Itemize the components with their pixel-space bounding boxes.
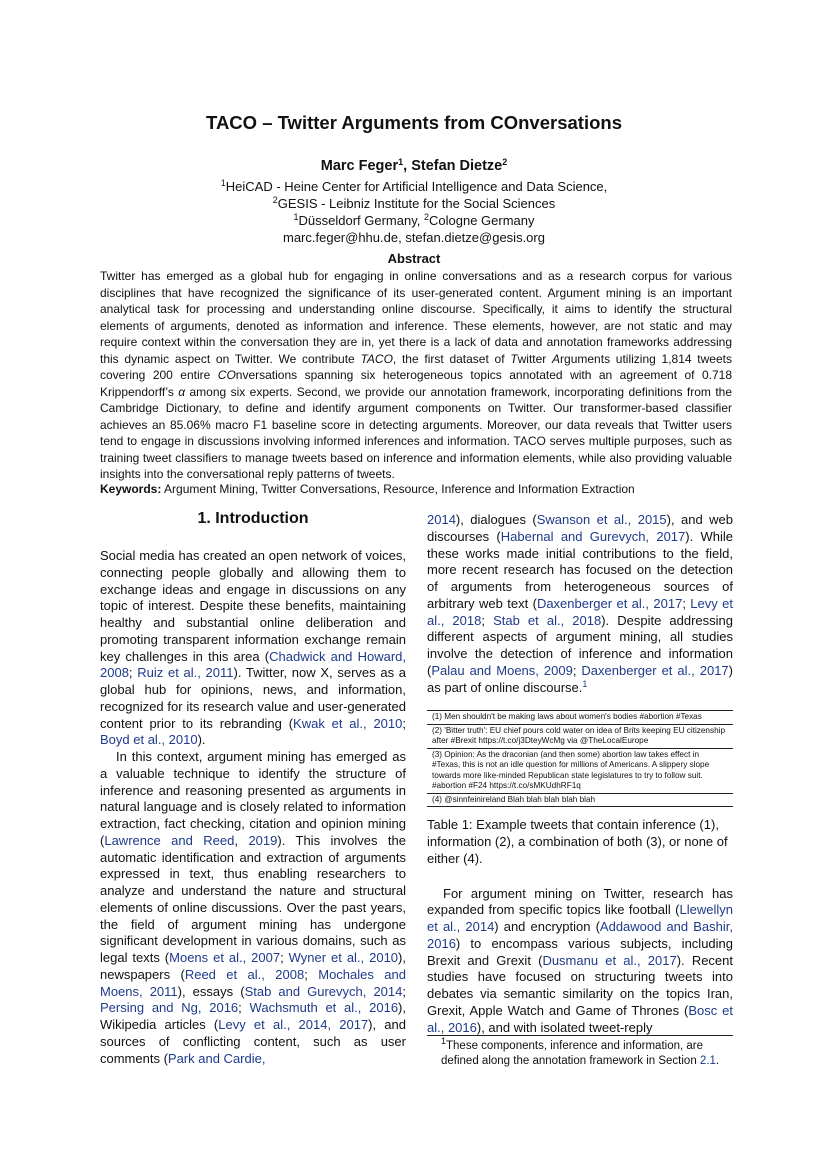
citation-link[interactable]: Daxenberger et al., 2017 bbox=[581, 662, 729, 678]
abstract-t: T bbox=[510, 351, 518, 366]
intro-paragraph-1 bbox=[100, 548, 406, 749]
authors: Marc Feger$^1$, Stefan Dietze$^2$ bbox=[320, 157, 508, 174]
author-1: Marc Feger bbox=[320, 158, 399, 174]
citation-link[interactable]: Habernal and Gurevych, 2017 bbox=[500, 528, 686, 544]
right-column bbox=[427, 512, 733, 1036]
citation-link[interactable]: Wachsmuth et al., 2016 bbox=[249, 1000, 399, 1016]
author-1-sup: 1 bbox=[398, 157, 404, 167]
citation-link[interactable]: Reed et al., 2008 bbox=[184, 966, 305, 982]
affil-1-text: HeiCAD - Heine Center for Artificial Intelligence and Data Science, bbox=[225, 179, 608, 194]
tweet-row: (2) 'Bitter truth': EU chief pours cold water on idea of Brits keeping EU citizenship after #Brexit https://t.co/j3DteyWcMg via @TheLocalEurope bbox=[427, 725, 733, 749]
text-run: ), newspapers ( bbox=[100, 950, 406, 982]
affiliation-2 bbox=[0, 196, 828, 211]
text-run: ). Recent studies have focused on structuring tweets into debates via semantic similarity on the topics Iran, Grexit, Apple Watch and Game of Thrones ( bbox=[427, 952, 734, 1018]
text-run: ; bbox=[481, 612, 494, 628]
abstract-part-6: among six experts. Second, we provide our annotation framework, incorporating definitions from the Cambridge Dictionary, to define and identify argument components on Twitter. Our transformer-based classifier achieves an 85.06% macro F1 baseline score in detecting arguments. Moreover, our data reveals that Twitter users tend to engage in discussions involving informed inferences and information. TACO serves multiple purposes, such as training tweet classifiers to manage tweets based on inference and information elements, while also providing valuable insights into the conversational reply patterns of tweets. bbox=[100, 384, 732, 481]
text-run: Social media has created an open network of voices, connecting people globally and allowing them to exchange ideas and engage in discussions on any topic of interest. Despite these benefits, maintaining healthy and substantial online deliberation and promoting transparent information exchange remain key challenges in this area ( bbox=[100, 548, 406, 664]
text-run: ), and sources of conflicting content, such as user comments ( bbox=[100, 1017, 407, 1066]
affil-1-sup: 1 bbox=[220, 178, 226, 188]
footnote bbox=[427, 1035, 733, 1069]
citation-link[interactable]: Mochales and Moens, 2011 bbox=[100, 966, 406, 999]
right-paragraph-2 bbox=[427, 886, 733, 1037]
tweet-row: (4) @sinnfeinireland Blah blah blah blah blah bbox=[432, 794, 596, 804]
footnote-section-ref[interactable]: 2.1 bbox=[699, 1055, 716, 1067]
intro-paragraph-2 bbox=[100, 749, 406, 1067]
citation-link[interactable]: Persing and Ng, 2016 bbox=[100, 1000, 239, 1016]
text-run: ), Wikipedia articles ( bbox=[100, 1000, 406, 1032]
citation-link[interactable]: Stab et al., 2018 bbox=[493, 612, 602, 628]
abstract-heading: Abstract bbox=[387, 251, 441, 266]
footnote-end: . bbox=[715, 1055, 720, 1067]
affiliation-locations bbox=[0, 213, 828, 228]
affiliation-1 bbox=[0, 179, 828, 194]
text-run: ). Twitter, now X, serves as a global hub for opinions, news, and information, recognized for its research value and user-generated content prior to its rebranding ( bbox=[100, 665, 407, 731]
text-run: In this context, argument mining has emerged as a valuable technique to identify the structure of inference and reasoning presented as arguments in natural language and is closely related to information extraction, fact checking, citation and opinion mining ( bbox=[100, 749, 406, 848]
text-run: ; bbox=[238, 1000, 250, 1016]
author-2-sup: 2 bbox=[502, 157, 508, 167]
text-run: ; bbox=[682, 595, 691, 611]
citation-link[interactable]: Swanson et al., 2015 bbox=[536, 512, 667, 527]
citation-link[interactable]: 2014 bbox=[427, 512, 456, 527]
affil-3-sup-2: 2 bbox=[423, 212, 429, 222]
author-emails: marc.feger@hhu.de, stefan.dietze@gesis.org bbox=[283, 230, 545, 245]
text-run: ), and web discourses ( bbox=[427, 512, 733, 544]
keywords-label: Keywords: bbox=[100, 482, 162, 496]
text-run: ) as part of online discourse. bbox=[427, 662, 733, 695]
affil-2-text: GESIS - Leibniz Institute for the Social Sciences bbox=[277, 196, 556, 211]
abstract-text bbox=[100, 268, 732, 483]
tweet-row: (3) Opinion: As the draconian (and then some) abortion law takes effect in #Texas, this is not an idle question for millions of Americans. A slippery slope towards more like-minded Republican state legislatures to try to follow suit. #abortion #F24 https://t.co/sMKUdhRF1q bbox=[427, 749, 733, 794]
text-run: ), essays ( bbox=[177, 983, 245, 999]
citation-link[interactable]: Palau and Moens, 2009 bbox=[431, 662, 573, 678]
text-run: ). Despite addressing different aspects of argument mining, all studies involve the detection of inference and information ( bbox=[427, 612, 734, 678]
abstract-part-1: Twitter has emerged as a global hub for engaging in online conversations and as a research corpus for various disciplines that have recognized the significance of its user-generated content. Argument mining is an important analytical task for processing and understanding online discourse. Specifically, it aims to identify the structural elements of arguments, denoted as information and inference. These elements, however, are not static and may require context within the conversation they are in, yet there is a lack of data and annotation frameworks addressing this dynamic aspect on Twitter. We contribute bbox=[100, 269, 732, 366]
text-run: ). While these works made initial contributions to the field, more recent research has focused on the detection of arguments from heterogeneous sources of arbitrary web text ( bbox=[427, 528, 734, 611]
text-run: ). bbox=[197, 732, 206, 748]
footnote-marker[interactable]: 1 bbox=[582, 678, 588, 689]
citation-link[interactable]: Stab and Gurevych, 2014 bbox=[244, 983, 403, 999]
keywords bbox=[100, 482, 740, 496]
affil-3-sup-1: 1 bbox=[293, 212, 299, 222]
citation-link[interactable]: Dusmanu et al., 2017 bbox=[542, 952, 677, 968]
citation-link[interactable]: Boyd et al., 2010 bbox=[100, 732, 198, 748]
keywords-text: Argument Mining, Twitter Conversations, Resource, Inference and Information Extraction bbox=[161, 482, 635, 496]
paper-title: TACO – Twitter Arguments from COnversations bbox=[206, 112, 622, 133]
left-column bbox=[100, 510, 406, 1067]
section-heading-introduction: 1. Introduction bbox=[197, 510, 309, 527]
text-run: ), dialogues ( bbox=[455, 512, 537, 527]
citation-link[interactable]: Lawrence and Reed bbox=[104, 832, 235, 848]
citation-link[interactable]: Addawood and Bashir, 2016 bbox=[427, 919, 733, 951]
text-run: For argument mining on Twitter, research has expanded from specific topics like football ( bbox=[427, 885, 733, 918]
citation-link[interactable]: Ruiz et al., 2011 bbox=[137, 665, 234, 681]
citation-link[interactable]: Kwak et al., 2010 bbox=[293, 715, 403, 731]
footnote-text: These components, inference and information, are defined along the annotation framework in Section bbox=[441, 1040, 703, 1067]
citation-link[interactable]: Moens et al., 2007 bbox=[169, 950, 281, 965]
text-run: ; bbox=[402, 983, 407, 999]
affil-2-sup: 2 bbox=[272, 195, 278, 205]
abstract-alpha: α bbox=[178, 384, 186, 399]
author-2: Stefan Dietze bbox=[411, 158, 503, 174]
abstract-part-3: witter bbox=[517, 351, 553, 366]
example-tweets-table bbox=[427, 710, 733, 807]
abstract-co: CO bbox=[217, 368, 236, 382]
citation-link[interactable]: Park and Cardie, bbox=[167, 1050, 266, 1066]
citation-link[interactable]: Llewellyn et al., 2014 bbox=[427, 902, 733, 934]
text-run: ; bbox=[572, 662, 582, 678]
citation-link[interactable]: Wyner et al., 2010 bbox=[288, 950, 399, 965]
text-run: ; bbox=[402, 715, 406, 731]
text-run: ). This involves the automatic identification and extraction of arguments expressed in text, thus enabling researchers to analyze and understand the nature and structural elements of online discussions. Over the past years, the field of argument mining has undergone significant development in various domains, such as legal texts ( bbox=[100, 832, 406, 965]
footnote-number: 1 bbox=[441, 1036, 447, 1046]
abstract-part-5: nversations spanning six heterogeneous topics annotated with an agreement of 0.718 Krippendorff’s bbox=[100, 368, 732, 399]
text-run: ) to encompass various subjects, including Brexit and Grexit ( bbox=[427, 935, 733, 968]
abstract-taco: TACO bbox=[360, 351, 393, 366]
abstract-a: A bbox=[552, 351, 561, 366]
affil-3-a: Düsseldorf Germany, bbox=[298, 213, 424, 228]
citation-link[interactable]: 2019 bbox=[248, 832, 278, 848]
text-run: ; bbox=[128, 665, 138, 681]
text-run: , bbox=[234, 832, 249, 848]
tweet-row: (1) Men shouldn't be making laws about women's bodies #abortion #Texas bbox=[427, 711, 733, 725]
abstract-part-2: , the first dataset of bbox=[392, 351, 511, 366]
text-run: ) and encryption ( bbox=[494, 919, 600, 934]
citation-link[interactable]: Bosc et al., 2016 bbox=[427, 1002, 733, 1035]
right-paragraph-1 bbox=[427, 512, 733, 696]
text-run: ; bbox=[280, 950, 289, 965]
abstract-part-4: rguments utilizing 1,814 tweets covering 200 entire bbox=[100, 351, 732, 382]
citation-link[interactable]: Levy et al., 2018 bbox=[427, 595, 733, 628]
citation-link[interactable]: Levy et al., 2014, 2017 bbox=[218, 1017, 369, 1032]
citation-link[interactable]: Daxenberger et al., 2017 bbox=[536, 595, 683, 611]
text-run: ), and with isolated tweet-reply bbox=[476, 1019, 653, 1035]
table-caption: Table 1: Example tweets that contain inference (1), information (2), a combination of both (3), or none of either (4). bbox=[427, 817, 728, 866]
affil-3-b: Cologne Germany bbox=[429, 213, 535, 228]
citation-link[interactable]: Chadwick and Howard, 2008 bbox=[100, 648, 406, 681]
text-run: ; bbox=[304, 966, 319, 982]
